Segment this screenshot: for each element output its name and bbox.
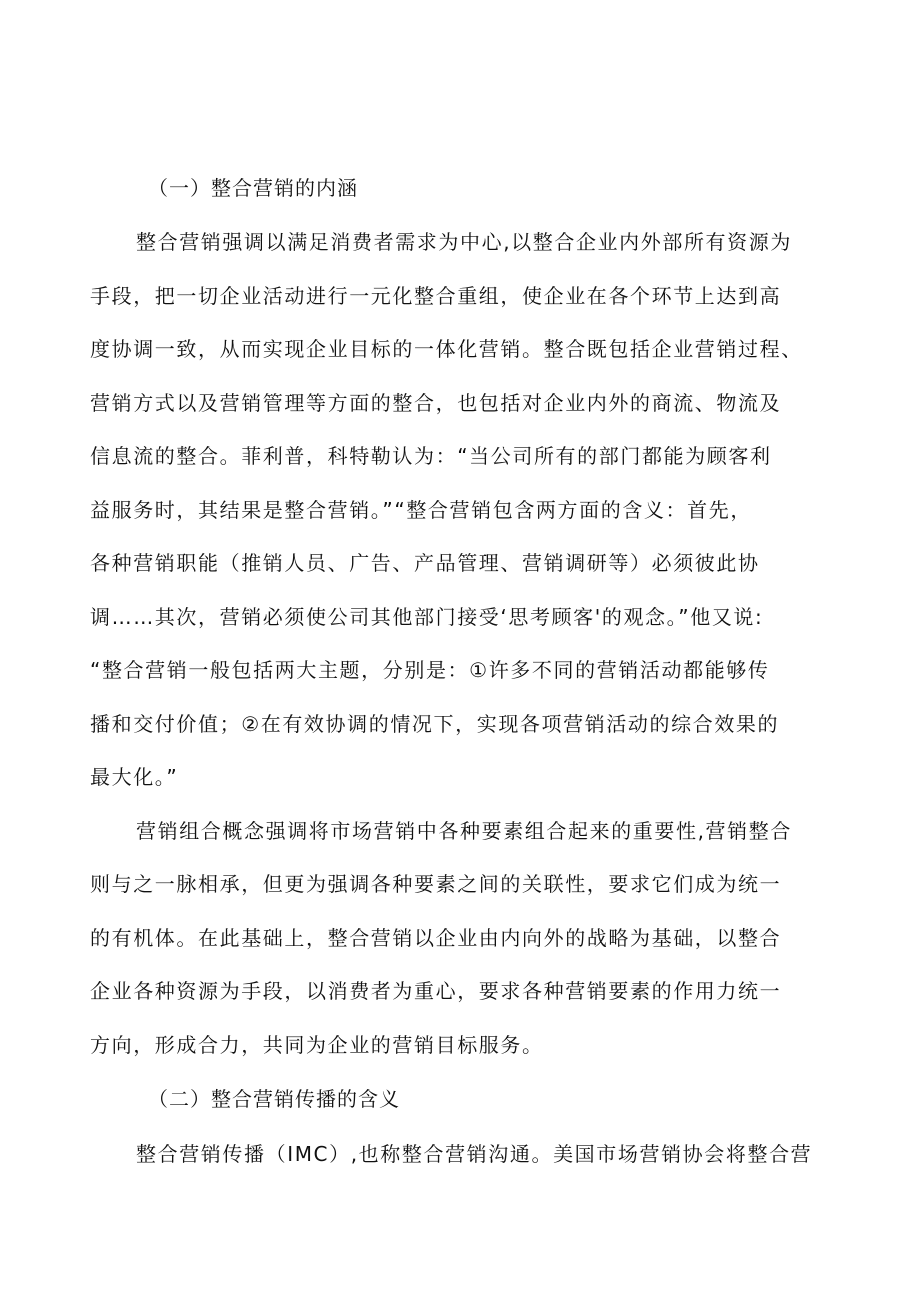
- paragraph-line: 整合营销强调以满足消费者需求为中心,以整合企业内外部所有资源为: [136, 230, 792, 254]
- paragraph-line: 的有机体。在此基础上，整合营销以企业由内向外的战略为基础，以整合: [90, 926, 782, 950]
- paragraph-line: 各种营销职能（推销人员、广告、产品管理、营销调研等）必须彼此协: [90, 551, 760, 575]
- paragraph-line: 信息流的整合。菲利普，科特勒认为：“当公司所有的部门都能为顾客利: [90, 444, 772, 468]
- paragraph-line: 益服务时，其结果是整合营销。”“整合营销包含两方面的含义：首先，: [90, 498, 752, 522]
- paragraph-line: 营销方式以及营销管理等方面的整合，也包括对企业内外的商流、物流及: [90, 391, 782, 415]
- paragraph-line: 方向，形成合力，共同为企业的营销目标服务。: [90, 1033, 544, 1057]
- section-heading: （二）整合营销传播的含义: [148, 1087, 400, 1111]
- paragraph-line: 手段，把一切企业活动进行一元化整合重组，使企业在各个环节上达到高: [90, 284, 782, 308]
- paragraph-line: 调……其次，营销必须使公司其他部门接受‘思考顾客'的观念。”他又说:: [90, 605, 764, 629]
- paragraph-line: 整合营销传播（IMC）,也称整合营销沟通。美国市场营销协会将整合营: [136, 1142, 813, 1166]
- paragraph-line: 最大化。”: [90, 765, 179, 789]
- section-heading: （一）整合营销的内涵: [148, 176, 358, 200]
- paragraph-line: 度协调一致，从而实现企业目标的一体化营销。整合既包括企业营销过程、: [90, 337, 803, 361]
- paragraph-line: 企业各种资源为手段，以消费者为重心，要求各种营销要素的作用力统一: [90, 979, 782, 1003]
- paragraph-line: 则与之一脉相承，但更为强调各种要素之间的关联性，要求它们成为统一: [90, 872, 782, 896]
- paragraph-line: 营销组合概念强调将市场营销中各种要素组合起来的重要性,营销整合: [136, 819, 792, 843]
- paragraph-line: 播和交付价值；②在有效协调的情况下，实现各项营销活动的综合效果的: [90, 712, 780, 736]
- paragraph-line: “整合营销一般包括两大主题，分别是：①许多不同的营销活动都能够传: [90, 658, 770, 682]
